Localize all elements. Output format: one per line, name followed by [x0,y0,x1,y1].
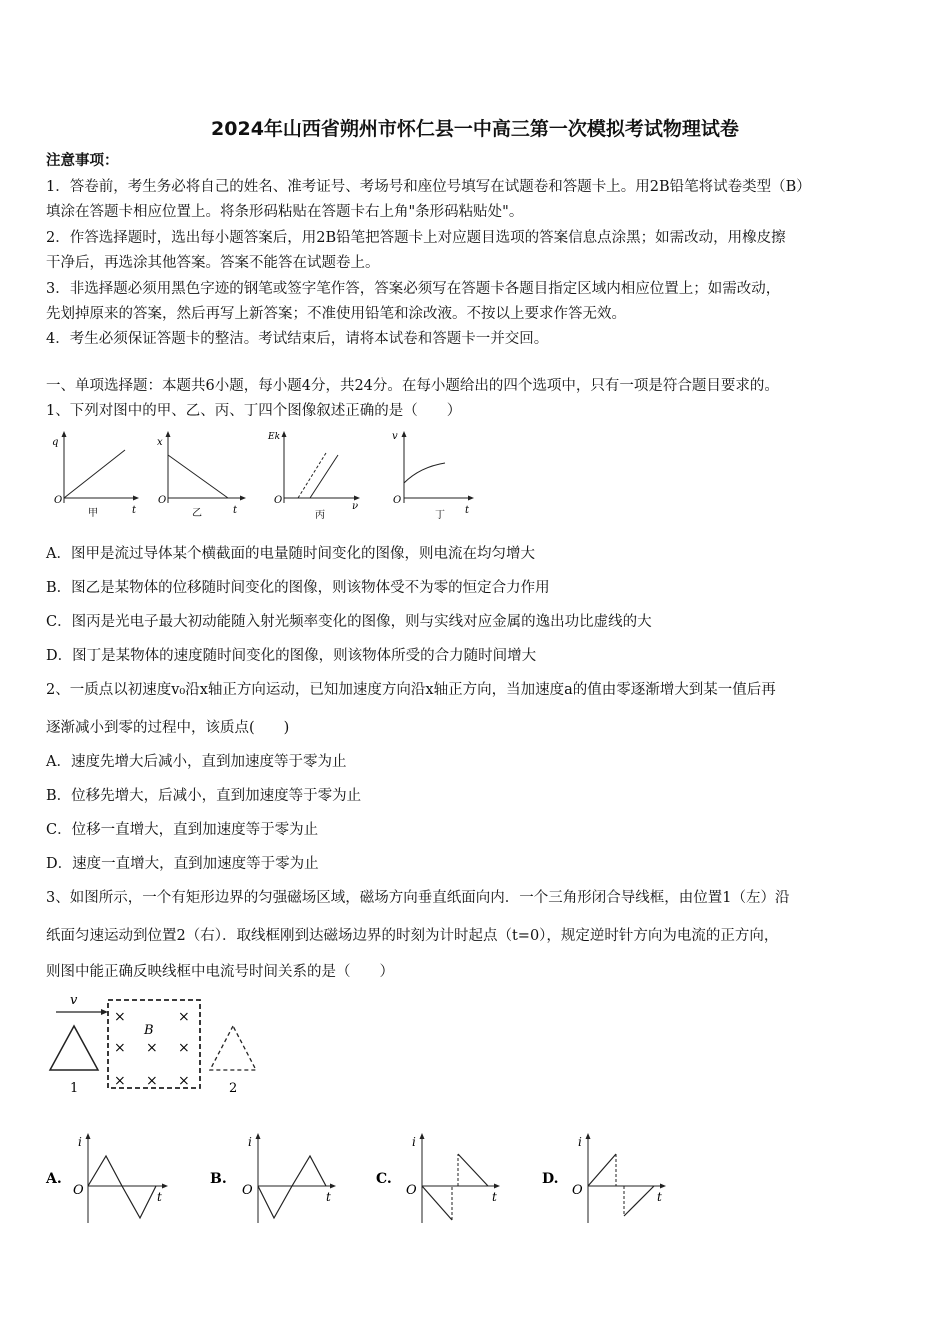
notice-heading: 注意事项： [46,152,119,169]
q3-stem: 3、如图所示，一个有矩形边界的匀强磁场区域，磁场方向垂直纸面向内．一个三角形闭合导线框，由位置1（左）沿 [46,890,790,906]
origin-label: O [572,1183,583,1198]
option-a-graph [45,1133,168,1223]
axis-label: Ek [268,432,281,442]
cross-mark: × [114,1040,126,1056]
option-label: C. [376,1171,392,1187]
axis-label: v [392,431,398,442]
origin-label: O [393,495,402,506]
graph-caption: 乙 [192,508,202,519]
velocity-label: v [70,993,78,1008]
graph-caption: 甲 [88,508,98,519]
cross-mark: × [178,1073,190,1089]
q2-option-d: D．速度一直增大，直到加速度等于零为止 [46,856,319,872]
page-title: 2024年山西省朔州市怀仁县一中高三第一次模拟考试物理试卷 [211,118,739,140]
axis-label: t [233,505,238,516]
q1-option-d: D．图丁是某物体的速度随时间变化的图像，则该物体所受的合力随时间增大 [46,648,537,664]
axis-label: i [578,1135,582,1149]
q3-field-figure [40,990,280,1100]
option-label: D. [542,1171,559,1187]
position-label-2: 2 [229,1081,238,1096]
option-c-graph [376,1133,500,1223]
section-heading: 一、单项选择题：本题共6小题，每小题4分，共24分。在每小题给出的四个选项中，只有一项是符合题目要求的。 [46,378,779,394]
q3-stem: 纸面匀速运动到位置2（右）．取线框刚到达磁场边界的时刻为计时起点（t=0），规定逆时针方向为电流的正方向， [46,928,779,944]
graph-bing [267,431,360,521]
axis-label: t [132,505,137,516]
q2-option-a: A．速度先增大后减小，直到加速度等于零为止 [46,754,347,770]
q3-stem: 则图中能正确反映线框中电流号时间关系的是（ ） [46,964,394,980]
option-d-graph [542,1133,666,1223]
axis-label: i [412,1135,416,1149]
q2-stem: 2、一质点以初速度v₀沿x轴正方向运动，已知加速度方向沿x轴正方向，当加速度a的值由零逐渐增大到某一值后再 [46,682,776,698]
cross-mark: × [178,1040,190,1056]
graph-yi [157,431,246,519]
axis-label: i [78,1135,82,1149]
notice-line: 2．作答选择题时，选出每小题答案后，用2B铅笔把答题卡上对应题目选项的答案信息点涂黑；如需改动，用橡皮擦 [46,230,786,246]
axis-label: t [465,505,470,516]
q2-option-c: C．位移一直增大，直到加速度等于零为止 [46,822,319,838]
notice-line: 干净后，再选涂其他答案。答案不能答在试题卷上。 [46,255,380,271]
option-label: A. [46,1171,62,1187]
axis-label: ν [352,501,359,512]
cross-mark: × [178,1009,190,1025]
axis-label: q [52,437,59,448]
axis-label: t [492,1190,497,1204]
graph-caption: 丙 [315,510,325,521]
field-crosses [114,1009,190,1089]
notice-line: 填涂在答题卡相应位置上。将条形码粘贴在答题卡右上角"条形码粘贴处"。 [46,204,524,220]
notice-line: 4．考生必须保证答题卡的整洁。考试结束后，请将本试卷和答题卡一并交回。 [46,331,549,347]
arrow-right-icon [101,1009,108,1015]
graph-caption: 丁 [435,510,445,521]
graph-jia [52,431,139,519]
cross-mark: × [146,1073,158,1089]
cross-mark: × [146,1040,158,1056]
triangle-frame-2 [210,1026,256,1070]
origin-label: O [73,1183,84,1198]
axis-label: x [157,437,163,448]
q3-answer-graphs [40,1128,680,1228]
axis-label: t [157,1190,162,1204]
origin-label: O [242,1183,253,1198]
q1-option-b: B．图乙是某物体的位移随时间变化的图像，则该物体受不为零的恒定合力作用 [46,580,550,596]
cross-mark: × [114,1009,126,1025]
origin-label: O [54,495,63,506]
field-label: B [144,1023,154,1038]
option-b-graph [210,1133,336,1223]
origin-label: O [406,1183,417,1198]
q1-option-c: C．图丙是光电子最大初动能随入射光频率变化的图像，则与实线对应金属的逸出功比虚线的大 [46,614,652,630]
cross-mark: × [114,1073,126,1089]
q1-graphs [40,425,480,525]
axis-label: t [657,1190,662,1204]
origin-label: O [274,495,283,506]
position-label-1: 1 [70,1081,79,1096]
notice-line: 1．答卷前，考生务必将自己的姓名、准考证号、考场号和座位号填写在试题卷和答题卡上。用2B铅笔将试卷类型（B） [46,179,811,195]
q1-stem: 1、下列对图中的甲、乙、丙、丁四个图像叙述正确的是（ ） [46,403,462,419]
option-label: B. [210,1171,227,1187]
triangle-frame-1 [50,1026,98,1070]
notice-line: 3．非选择题必须用黑色字迹的钢笔或签字笔作答，答案必须写在答题卡各题目指定区域内相应位置上；如需改动， [46,281,781,297]
notice-line: 先划掉原来的答案，然后再写上新答案；不准使用铅笔和涂改液。不按以上要求作答无效。 [46,306,626,322]
q2-option-b: B．位移先增大，后减小，直到加速度等于零为止 [46,788,362,804]
q1-option-a: A．图甲是流过导体某个横截面的电量随时间变化的图像，则电流在均匀增大 [46,546,535,562]
axis-label: t [326,1190,331,1204]
origin-label: O [158,495,167,506]
graph-ding [392,431,474,521]
axis-label: i [248,1135,252,1149]
q2-stem: 逐渐减小到零的过程中，该质点( ) [46,720,290,736]
